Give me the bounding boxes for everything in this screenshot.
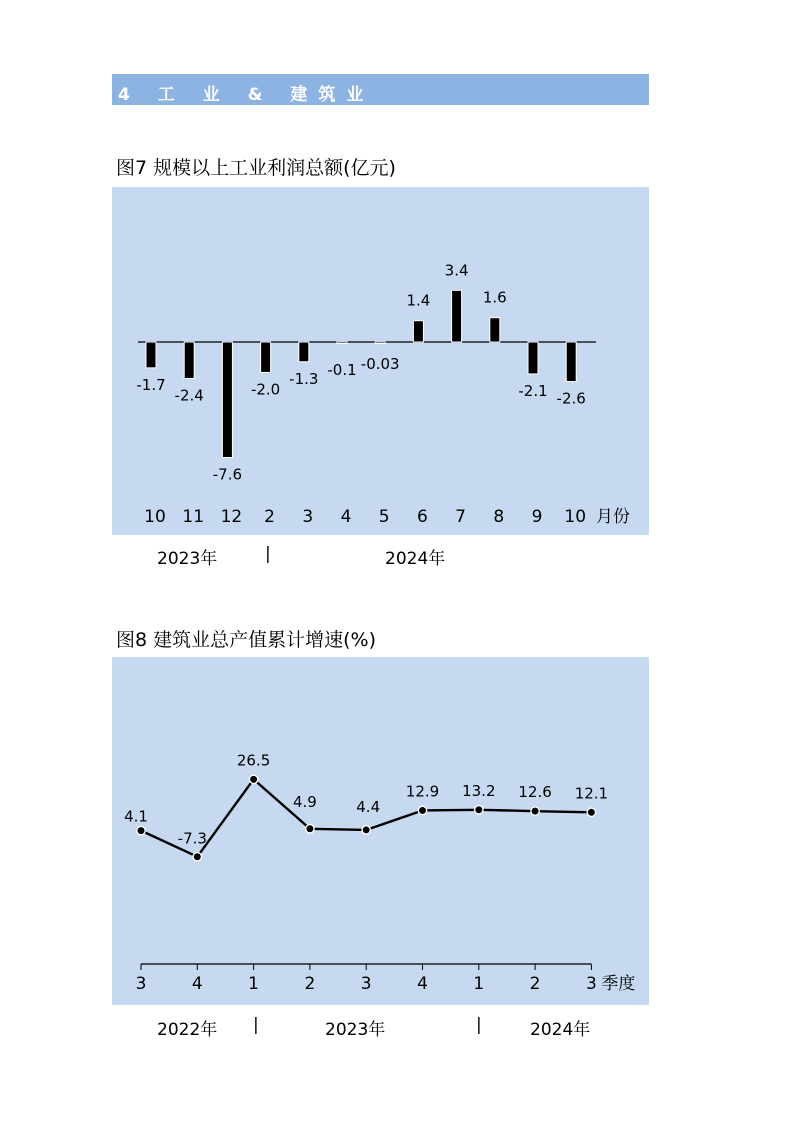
bar-value-label-8: 3.4 <box>444 261 469 280</box>
bar-value-label-7: 1.4 <box>406 291 431 310</box>
figure-8-year-separator-2: | <box>476 1015 482 1035</box>
bar-8 <box>452 290 462 342</box>
data-point-2 <box>249 775 257 783</box>
bar-value-label-4: -1.3 <box>289 369 319 388</box>
figure-8-year-label-2024: 2024年 <box>530 1020 591 1040</box>
x-tick-label-0: 10 <box>144 507 166 527</box>
figure-7-year-label-2023: 2023年 <box>157 549 218 569</box>
x-tick-label-3: 2 <box>304 974 316 994</box>
bar-value-label-6: -0.03 <box>360 355 400 373</box>
x-tick-label-5: 4 <box>340 507 352 527</box>
x-tick-label-8: 7 <box>455 507 467 527</box>
figure-8-title: 图8 建筑业总产值累计增速(%) <box>116 629 377 651</box>
data-point-5 <box>418 806 426 814</box>
point-value-label-2: 26.5 <box>236 751 271 770</box>
x-tick-label-1: 11 <box>182 507 205 527</box>
data-point-7 <box>531 807 539 815</box>
bar-3 <box>261 342 271 372</box>
point-value-label-6: 13.2 <box>462 781 496 800</box>
bar-9 <box>490 318 500 342</box>
section-banner <box>112 74 649 105</box>
point-value-label-8: 12.1 <box>574 784 609 803</box>
data-point-1 <box>193 853 201 861</box>
x-tick-label-5: 4 <box>417 974 428 994</box>
data-point-3 <box>306 825 314 833</box>
x-tick-label-6: 1 <box>473 974 485 994</box>
x-tick-label-4: 3 <box>302 507 314 527</box>
bar-0 <box>146 342 156 368</box>
bar-value-label-1: -2.4 <box>174 386 204 405</box>
bar-4 <box>299 342 309 362</box>
x-tick-label-1: 4 <box>191 974 203 994</box>
x-tick-label-3: 2 <box>264 507 276 527</box>
x-tick-label-6: 5 <box>378 507 390 527</box>
bar-10 <box>528 342 538 374</box>
bar-value-label-5: -0.1 <box>327 361 357 379</box>
figure-7-year-separator: | <box>265 544 271 564</box>
point-value-label-0: 4.1 <box>124 807 148 826</box>
figure-7-bar-chart <box>112 187 649 535</box>
point-value-label-5: 12.9 <box>405 782 440 801</box>
bar-value-label-3: -2.0 <box>250 380 281 399</box>
point-value-label-7: 12.6 <box>518 783 552 802</box>
bar-1 <box>184 342 194 378</box>
bar-value-label-10: -2.1 <box>518 381 548 400</box>
bar-value-label-2: -7.6 <box>212 465 243 484</box>
data-point-6 <box>475 806 483 814</box>
x-tick-label-2: 12 <box>220 507 243 527</box>
x-axis-unit-label: 月份 <box>596 507 630 527</box>
figure-8-year-label-2022: 2022年 <box>157 1020 218 1040</box>
figure-8-line-chart <box>112 657 649 1005</box>
bar-value-label-11: -2.6 <box>556 389 586 408</box>
section-title: 4 工 业 & 建筑业 <box>118 85 375 105</box>
figure-7-title: 图7 规模以上工业利润总额(亿元) <box>116 157 396 179</box>
x-axis-unit-label: 季度 <box>601 974 636 994</box>
point-value-label-4: 4.4 <box>356 797 381 816</box>
bar-2 <box>222 342 232 458</box>
x-tick-label-11: 10 <box>564 507 587 527</box>
figure-8-year-separator-1: | <box>253 1015 259 1035</box>
x-tick-label-8: 3 <box>585 974 597 994</box>
bar-6 <box>375 342 385 344</box>
x-tick-label-10: 9 <box>531 507 543 527</box>
x-tick-label-9: 8 <box>493 507 505 527</box>
x-tick-label-2: 1 <box>248 974 260 994</box>
x-tick-label-7: 6 <box>416 507 428 527</box>
figure-7-chart-panel <box>112 187 649 535</box>
data-point-8 <box>587 808 595 816</box>
figure-8-chart-panel <box>112 657 649 1005</box>
figure-7-year-label-2024: 2024年 <box>385 549 446 569</box>
figure-8-year-label-2023: 2023年 <box>325 1020 386 1040</box>
bar-value-label-0: -1.7 <box>136 375 166 394</box>
bar-7 <box>413 321 423 342</box>
x-tick-label-0: 3 <box>135 974 147 994</box>
bar-5 <box>337 342 347 344</box>
x-tick-label-7: 2 <box>529 974 541 994</box>
point-value-label-3: 4.9 <box>292 792 317 811</box>
bar-11 <box>566 342 576 382</box>
data-point-0 <box>137 826 145 834</box>
point-value-label-1: -7.3 <box>177 829 207 848</box>
data-point-4 <box>362 826 370 834</box>
x-tick-label-4: 3 <box>360 974 372 994</box>
bar-value-label-9: 1.6 <box>482 288 507 307</box>
